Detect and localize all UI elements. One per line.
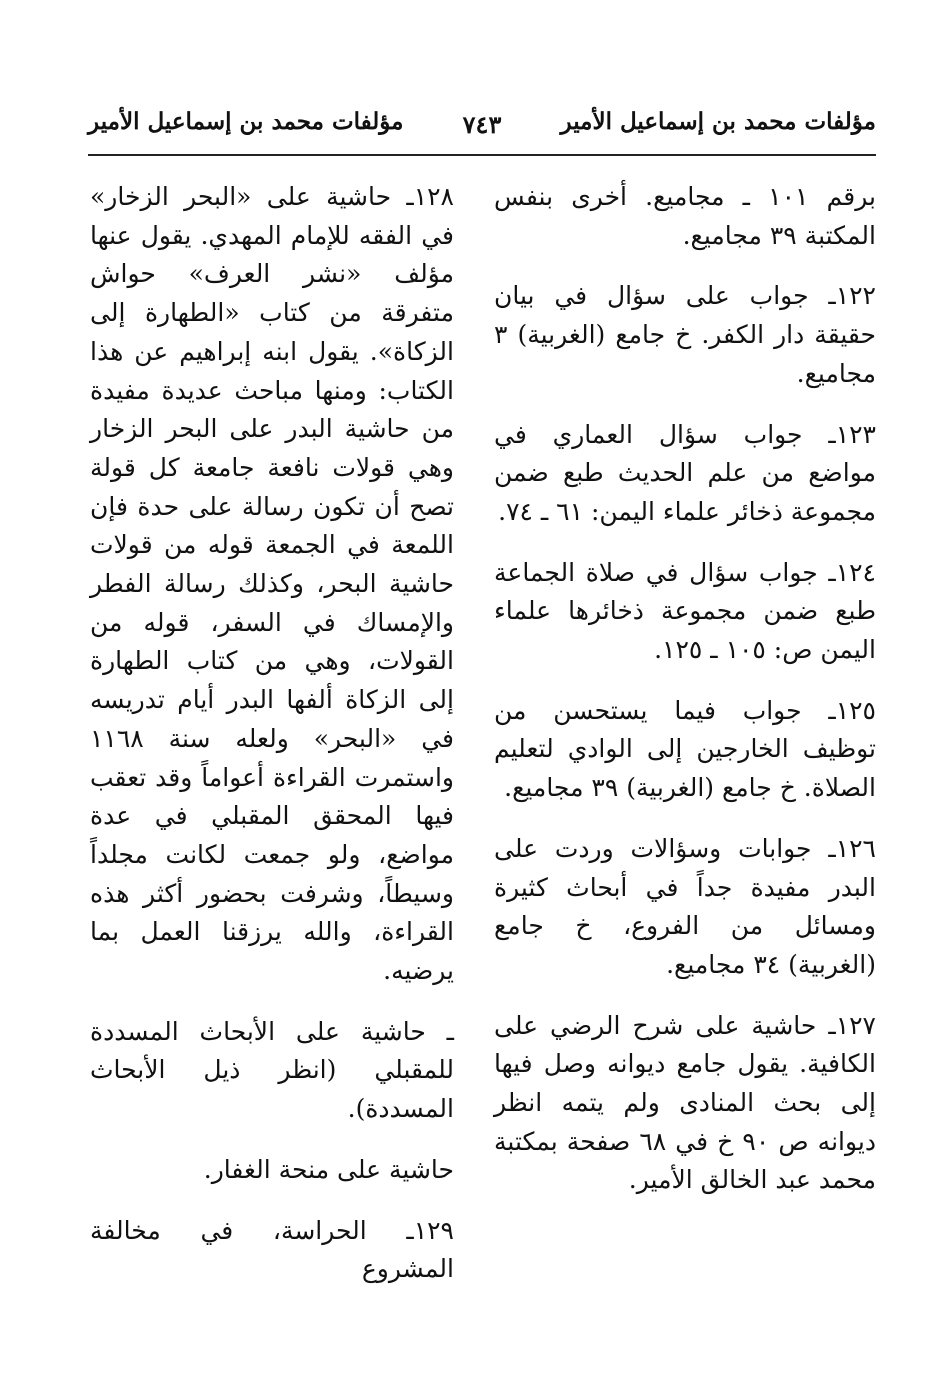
running-title-left: مؤلفات محمد بن إسماعيل الأمير bbox=[88, 108, 404, 135]
page-header bbox=[88, 108, 876, 142]
running-title-right: مؤلفات محمد بن إسماعيل الأمير bbox=[560, 108, 876, 135]
entry-125: ١٢٥ـ جواب فيما يستحسن من توظيف الخارجين إلى الوادي لتعليم الصلاة. خ جامع (الغربية) ٣٩ مجاميع. bbox=[494, 695, 876, 803]
entry-124: ١٢٤ـ جواب سؤال في صلاة الجماعة طبع ضمن مجموعة ذخائرها علماء اليمن ص: ١٠٥ ـ ١٢٥. bbox=[494, 557, 876, 665]
entry-123: ١٢٣ـ جواب سؤال العماري في مواضع من علم الحديث طبع ضمن مجموعة ذخائر علماء اليمن: ٦١ ـ ٧٤. bbox=[494, 419, 876, 526]
right-column bbox=[494, 178, 876, 1222]
entry-abhath-note: ـ حاشية على الأبحاث المسددة للمقبلي (انظر ذيل الأبحاث المسددة). bbox=[90, 1016, 454, 1124]
entry-128: ١٢٨ـ حاشية على «البحر الزخار» في الفقه للإمام المهدي. يقول عنها مؤلف «نشر العرف» حواش متفرقة من كتاب «الطهارة إلى الزكاة». يقول ابنه إبراهيم عن هذا الكتاب: ومنها مباحث عديدة مفيدة من حاشية البدر على البحر الزخار وهي قولات نافعة جامعة كل قولة تصح أن تكون رسالة على حدة فإن اللمعة في الجمعة قوله من قولات حاشية البحر، وكذلك رسالة الفطر والإمساك في السفر، قوله من القولات، وهي من كتاب الطهارة إلى الزكاة ألفها البدر أيام تدريسه في «البحر» ولعله سنة ١١٦٨ واستمرت القراءة أعواماً وقد تعقب فيها المحقق المقبلي في عدة مواضع، ولو جمعت لكانت مجلداً وسيطاً، وشرفت بحضور أكثر هذه القراءة، والله يرزقنا العمل بما يرضيه. bbox=[90, 182, 454, 986]
entry-122: ١٢٢ـ جواب على سؤال في بيان حقيقة دار الكفر. خ جامع (الغربية) ٣ مجاميع. bbox=[494, 281, 876, 388]
header-rule bbox=[88, 154, 876, 156]
page-number: ٧٤٣ bbox=[462, 110, 502, 139]
entry-121-continued: برقم ١٠١ ـ مجاميع. أخرى بنفس المكتبة ٣٩ مجاميع. bbox=[494, 182, 876, 250]
entry-129: ١٢٩ـ الحراسة، في مخالفة المشروع bbox=[90, 1215, 454, 1284]
entry-126: ١٢٦ـ جوابات وسؤالات وردت على البدر مفيدة جداً في أبحاث كثيرة ومسائل من الفروع، خ جامع (الغربية) ٣٤ مجاميع. bbox=[494, 833, 876, 979]
entry-minhat-note: حاشية على منحة الغفار. bbox=[203, 1154, 454, 1184]
left-column bbox=[90, 178, 454, 1311]
entry-127: ١٢٧ـ حاشية على شرح الرضي على الكافية. يقول جامع ديوانه وصل فيها إلى بحث المنادى ولم يتمه انظر ديوانه ص ٩٠ خ في ٦٨ صفحة بمكتبة محمد عبد الخالق الأمير. bbox=[494, 1010, 876, 1195]
